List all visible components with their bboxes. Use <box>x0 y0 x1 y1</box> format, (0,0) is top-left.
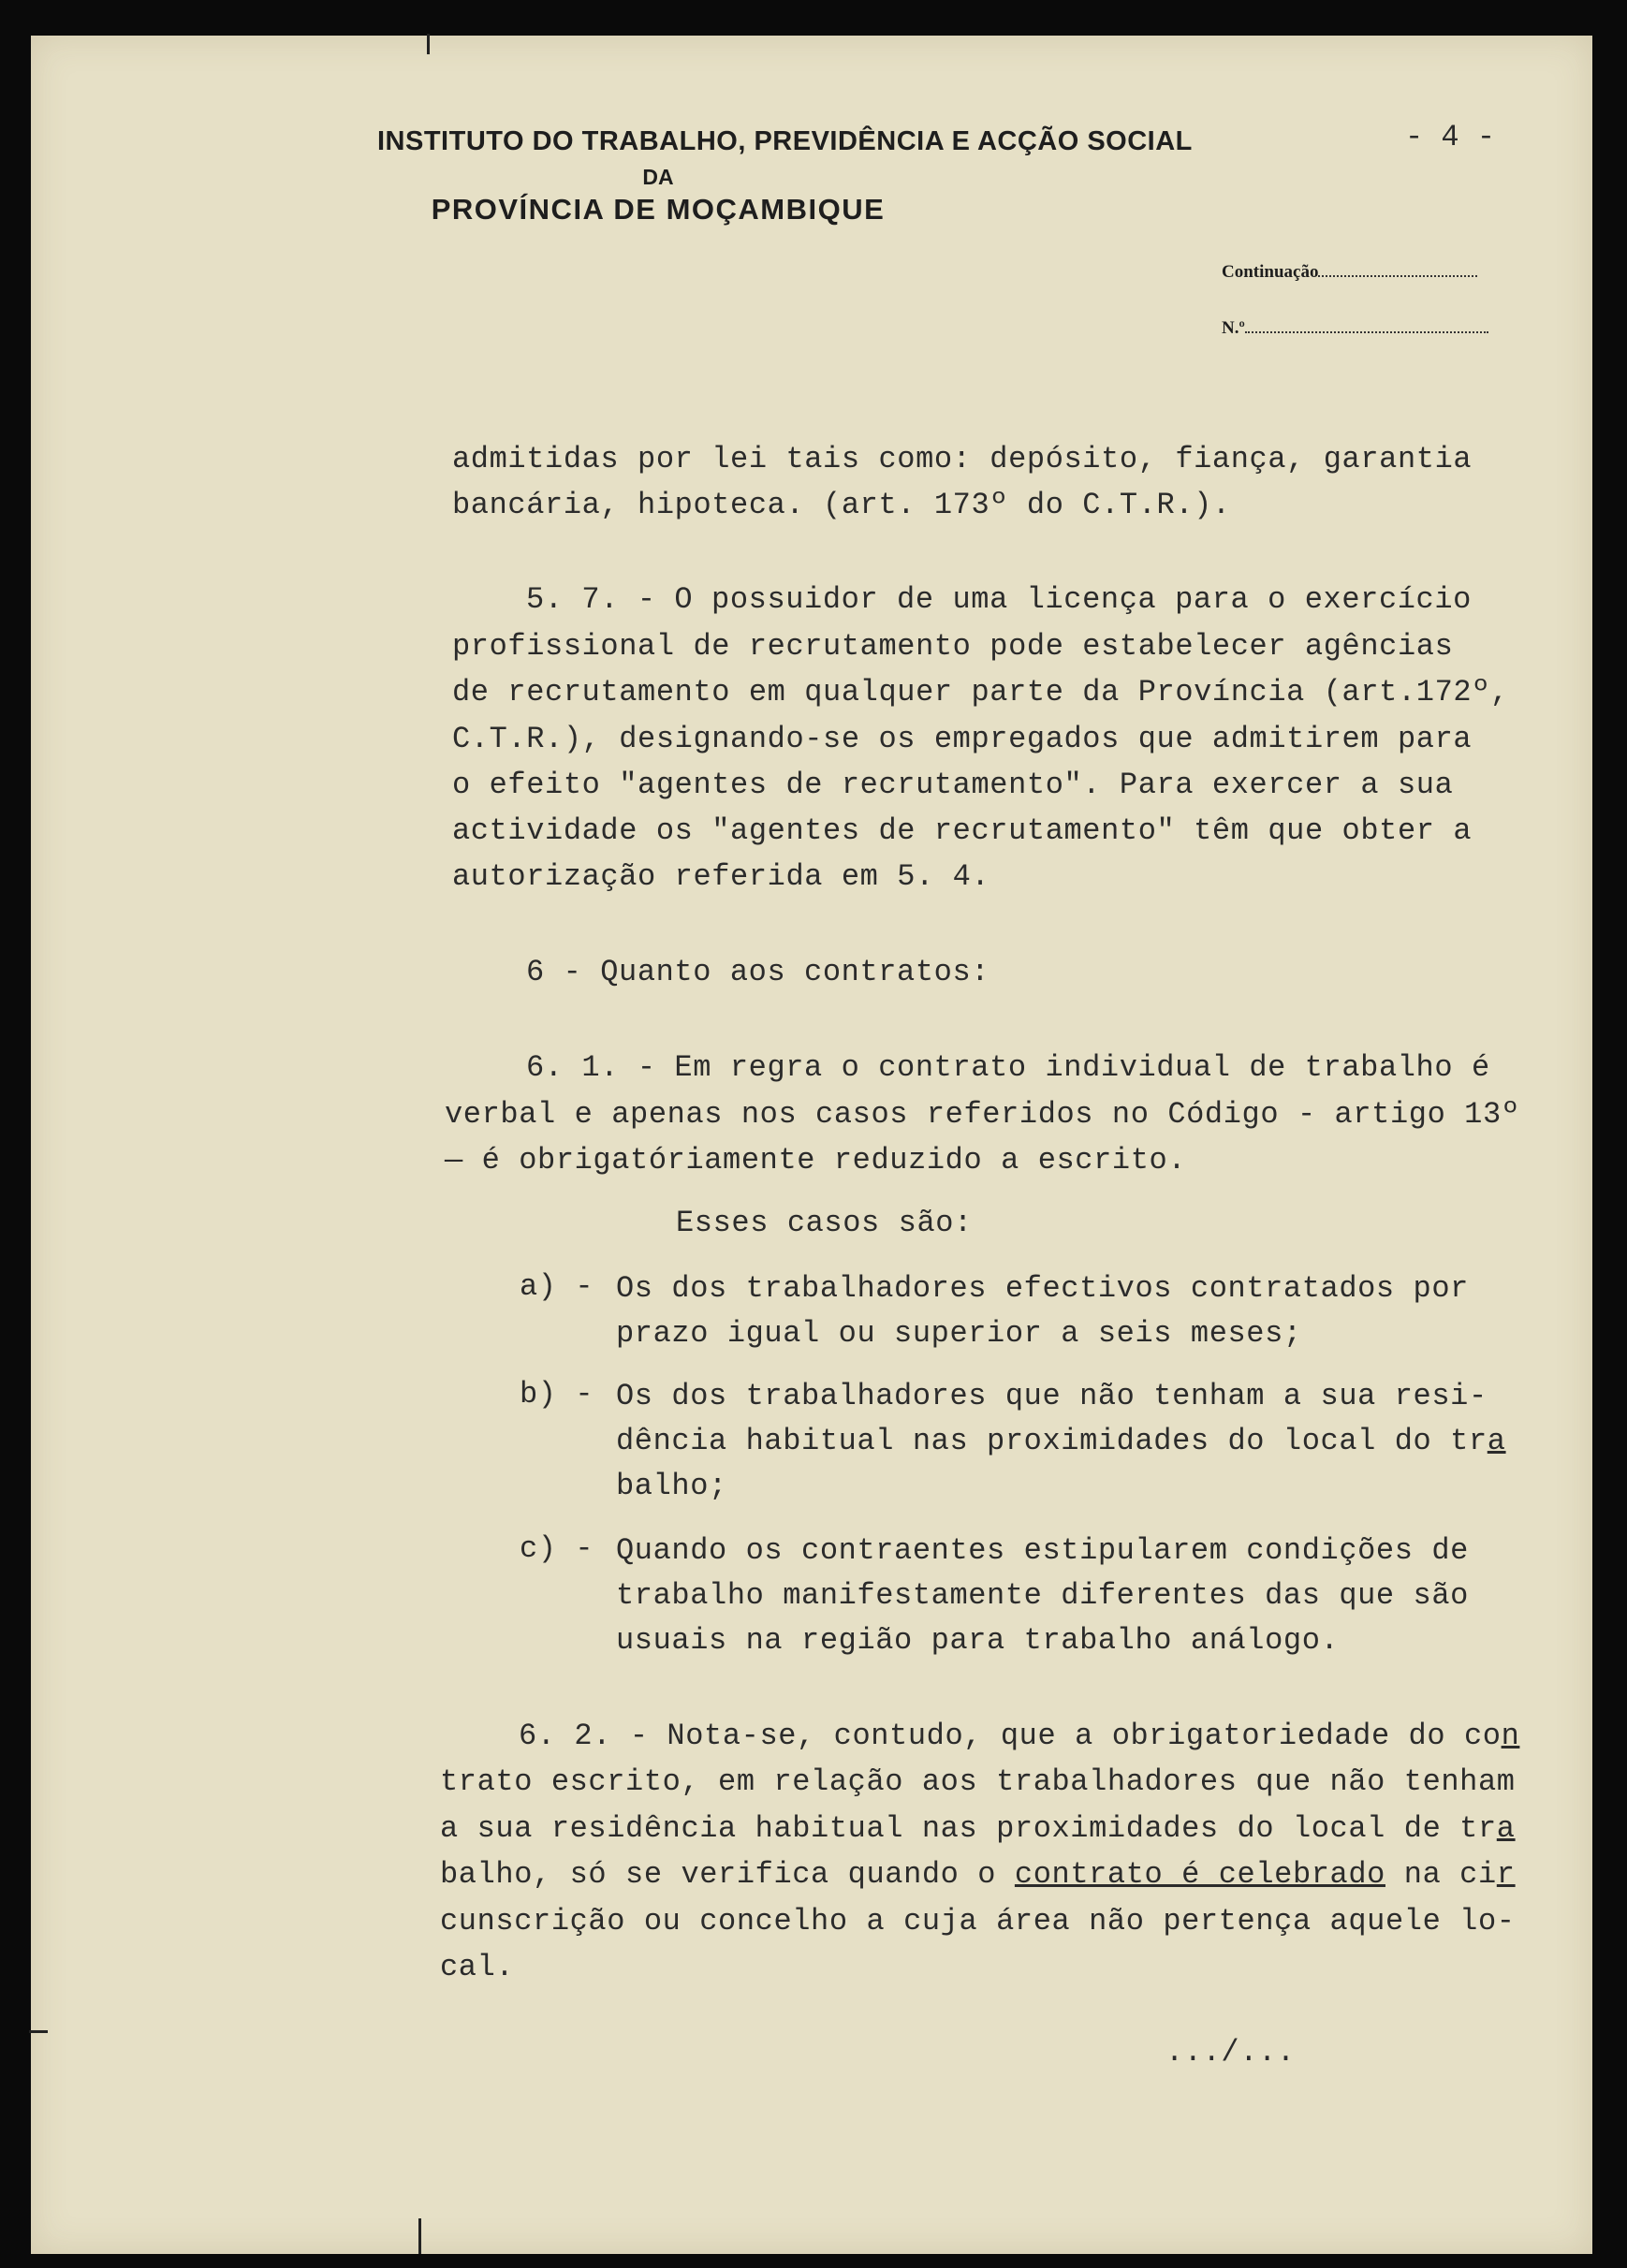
list-marker-c: c) - <box>520 1531 594 1566</box>
list-item-c: trabalho manifestamente diferentes das que são <box>616 1578 1469 1613</box>
list-item-b: balho; <box>616 1469 727 1503</box>
list-item-a: prazo igual ou superior a seis meses; <box>616 1316 1302 1351</box>
header-da: DA <box>642 165 674 189</box>
punch-mark-top <box>427 34 430 54</box>
header-province: PROVÍNCIA DE MOÇAMBIQUE <box>431 193 886 226</box>
continuacao-blank <box>1318 258 1477 277</box>
list-item-c: Quando os contraentes estipularem condições de <box>616 1533 1469 1568</box>
text-line: bancária, hipoteca. (art. 173º do C.T.R.). <box>452 488 1231 522</box>
text-line: a sua residência habitual nas proximidades do local de tra <box>440 1811 1516 1846</box>
section-heading: 6 - Quanto aos contratos: <box>526 955 990 989</box>
text-line: 6. 1. - Em regra o contrato individual de trabalho é <box>526 1050 1490 1085</box>
continuacao-field <box>1222 258 1477 283</box>
list-item-b: dência habitual nas proximidades do local do tra <box>616 1424 1506 1458</box>
text-line: cal. <box>440 1950 515 1984</box>
page-number: - 4 - <box>1405 120 1496 154</box>
continuation-mark: .../... <box>1165 2035 1296 2070</box>
text-line: autorização referida em 5. 4. <box>452 859 990 894</box>
punch-mark-bottom <box>418 2218 421 2254</box>
text-line: cunscrição ou concelho a cuja área não pertença aquele lo- <box>440 1904 1516 1939</box>
text-line: 6. 2. - Nota-se, contudo, que a obrigatoriedade do con <box>519 1719 1520 1753</box>
list-marker-b: b) - <box>520 1377 594 1412</box>
numero-field <box>1222 315 1488 339</box>
continuacao-label: Continuação <box>1222 262 1319 282</box>
text-line: de recrutamento em qualquer parte da Província (art.172º, <box>452 675 1509 710</box>
text-line: balho, só se verifica quando o contrato é celebrado na cir <box>440 1857 1516 1892</box>
list-item-b: Os dos trabalhadores que não tenham a sua resi- <box>616 1379 1488 1413</box>
cases-heading: Esses casos são: <box>676 1206 973 1240</box>
header-institute-name: INSTITUTO DO TRABALHO, PREVIDÊNCIA E ACÇÃO SOCIAL <box>377 126 1193 156</box>
document-page <box>31 36 1592 2254</box>
text-line: profissional de recrutamento pode estabelecer agências <box>452 629 1454 664</box>
list-item-c: usuais na região para trabalho análogo. <box>616 1623 1340 1658</box>
edge-tick-left <box>29 2030 48 2033</box>
numero-label: N.º <box>1222 318 1245 338</box>
text-line: actividade os "agentes de recrutamento" têm que obter a <box>452 813 1473 848</box>
text-line: verbal e apenas nos casos referidos no Código - artigo 13º <box>445 1097 1520 1132</box>
text-line: 5. 7. - O possuidor de uma licença para o exercício <box>526 582 1472 617</box>
text-line: o efeito "agentes de recrutamento". Para exercer a sua <box>452 768 1454 802</box>
text-line: trato escrito, em relação aos trabalhadores que não tenham <box>440 1764 1516 1799</box>
numero-blank <box>1245 315 1488 333</box>
text-line: C.T.R.), designando-se os empregados que admitirem para <box>452 722 1473 756</box>
text-line: admitidas por lei tais como: depósito, fiança, garantia <box>452 442 1473 476</box>
text-line: — é obrigatóriamente reduzido a escrito. <box>445 1143 1187 1178</box>
list-item-a: Os dos trabalhadores efectivos contratados por <box>616 1271 1469 1306</box>
underlined-phrase: contrato é celebrado <box>1014 1857 1385 1892</box>
list-marker-a: a) - <box>520 1269 594 1304</box>
